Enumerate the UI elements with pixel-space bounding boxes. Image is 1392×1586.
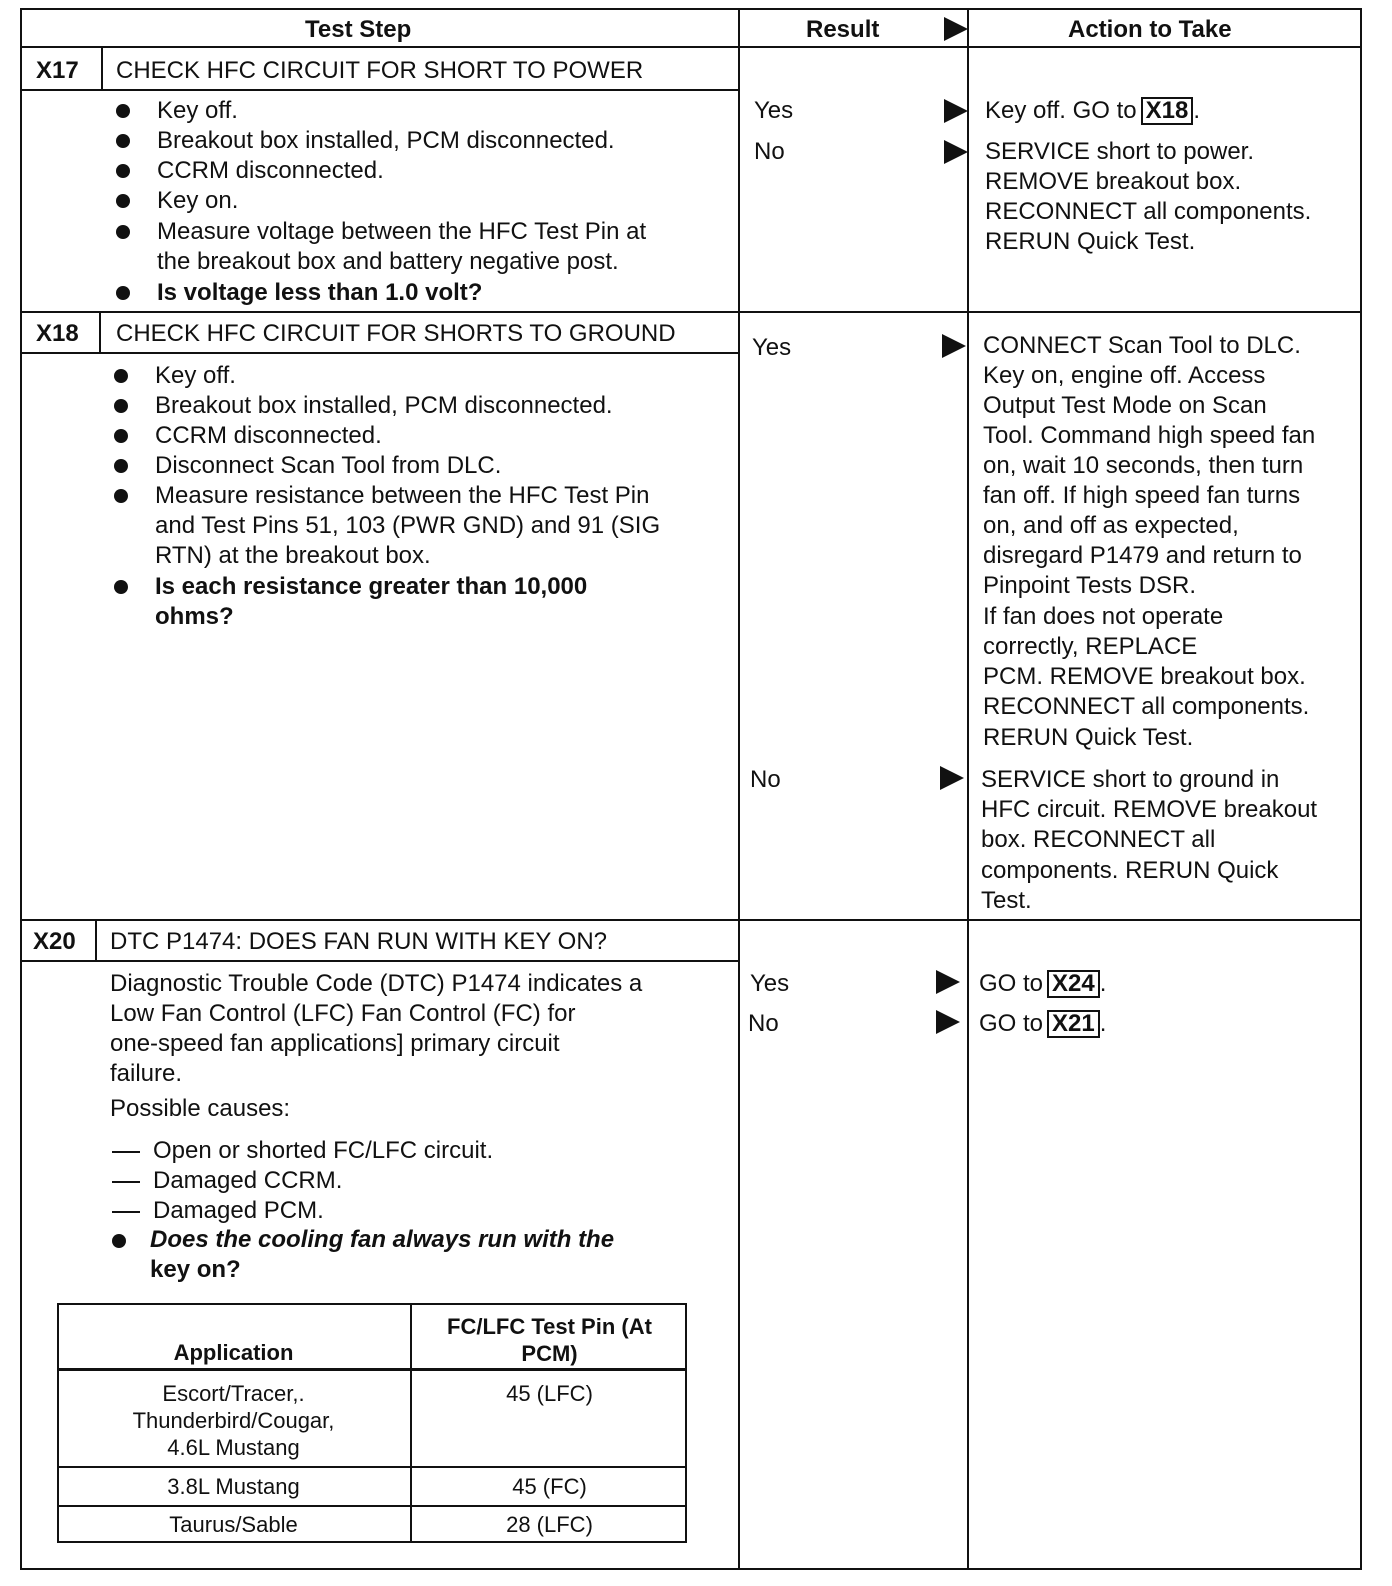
step-title-x17: CHECK HFC CIRCUIT FOR SHORT TO POWER <box>116 57 644 84</box>
x20-description: failure. <box>110 1060 183 1087</box>
action-text: GO to <box>979 970 1044 997</box>
x18-measure: and Test Pins 51, 103 (PWR GND) and 91 (SIG <box>155 512 661 539</box>
x18-yes-action: Pinpoint Tests DSR. <box>983 572 1196 599</box>
application-table-divider <box>57 1368 687 1371</box>
x18-step: Key off. <box>155 362 236 389</box>
x20-result-no: No <box>748 1010 779 1037</box>
x18-step: CCRM disconnected. <box>155 422 382 449</box>
x17-no-action: SERVICE short to power. <box>985 138 1255 165</box>
bullet-icon <box>116 225 130 239</box>
x18-yes-action: RERUN Quick Test. <box>983 724 1194 751</box>
title-divider <box>20 89 740 91</box>
x18-measure: RTN) at the breakout box. <box>155 542 431 569</box>
x18-question: ohms? <box>155 603 234 630</box>
application-table-divider <box>57 1505 687 1507</box>
x18-no-action: Test. <box>981 887 1032 914</box>
id-divider <box>95 921 97 961</box>
bullet-icon <box>116 134 130 148</box>
step-id-x17: X17 <box>36 57 79 84</box>
dash-icon <box>112 1211 140 1213</box>
x18-yes-action: correctly, REPLACE <box>983 633 1198 660</box>
goto-x18-link[interactable]: X18 <box>1141 97 1194 125</box>
header-divider <box>20 46 1362 48</box>
x18-yes-action: Key on, engine off. Access <box>983 362 1266 389</box>
action-text: GO to <box>979 1010 1044 1037</box>
x18-step: Breakout box installed, PCM disconnected. <box>155 392 613 419</box>
x18-no-action: SERVICE short to ground in <box>981 766 1280 793</box>
arrow-icon <box>942 334 966 358</box>
x18-yes-action: RECONNECT all components. <box>983 693 1310 720</box>
table-cell-app: 3.8L Mustang <box>167 1474 300 1499</box>
x18-result-yes: Yes <box>752 334 792 361</box>
x17-question: Is voltage less than 1.0 volt? <box>157 279 483 306</box>
dash-icon <box>112 1151 140 1153</box>
table-cell-pin: 45 (FC) <box>512 1474 587 1499</box>
x17-step: Breakout box installed, PCM disconnected. <box>157 127 615 154</box>
bullet-icon <box>114 429 128 443</box>
id-divider <box>101 48 103 90</box>
x17-no-action: RERUN Quick Test. <box>985 228 1196 255</box>
x18-step: Disconnect Scan Tool from DLC. <box>155 452 502 479</box>
x20-cause: Damaged CCRM. <box>153 1167 343 1194</box>
x20-question: key on? <box>150 1256 241 1283</box>
x17-step: Key on. <box>157 187 239 214</box>
bullet-icon <box>116 286 130 300</box>
x18-yes-action: Tool. Command high speed fan <box>983 422 1316 449</box>
x20-no-action: GO to X21 . <box>979 1010 1107 1037</box>
x20-cause: Damaged PCM. <box>153 1197 324 1224</box>
table-cell-pin: 45 (LFC) <box>506 1381 593 1406</box>
dash-icon <box>112 1181 140 1183</box>
goto-x21-link[interactable]: X21 <box>1047 1010 1100 1038</box>
bullet-icon <box>114 369 128 383</box>
arrow-icon <box>940 766 964 790</box>
x20-description: Low Fan Control (LFC) Fan Control (FC) for <box>110 1000 576 1027</box>
x18-yes-action: on, wait 10 seconds, then turn <box>983 452 1304 479</box>
id-divider <box>99 313 101 353</box>
x17-yes-action: Key off. GO to X18 . <box>985 97 1201 124</box>
bullet-icon <box>116 194 130 208</box>
bullet-icon <box>114 580 128 594</box>
step-id-x18: X18 <box>36 320 79 347</box>
row-divider <box>20 311 1362 313</box>
x18-yes-action: on, and off as expected, <box>983 512 1239 539</box>
bullet-icon <box>116 164 130 178</box>
x18-measure: Measure resistance between the HFC Test Pin <box>155 482 650 509</box>
x18-question: Is each resistance greater than 10,000 <box>155 573 588 600</box>
x20-possible-causes: Possible causes: <box>110 1095 291 1122</box>
x17-no-action: RECONNECT all components. <box>985 198 1312 225</box>
x17-step: Key off. <box>157 97 238 124</box>
header-action: Action to Take <box>1068 16 1232 43</box>
step-title-x18: CHECK HFC CIRCUIT FOR SHORTS TO GROUND <box>116 320 676 347</box>
x18-yes-action: PCM. REMOVE breakout box. <box>983 663 1306 690</box>
x18-no-action: box. RECONNECT all <box>981 826 1216 853</box>
header-arrow-icon <box>944 17 968 41</box>
x18-yes-action: Output Test Mode on Scan <box>983 392 1267 419</box>
header-test-step: Test Step <box>305 16 412 43</box>
table-cell-app: 4.6L Mustang <box>167 1435 300 1460</box>
x18-no-action: components. RERUN Quick <box>981 857 1279 884</box>
x18-yes-action: CONNECT Scan Tool to DLC. <box>983 332 1301 359</box>
arrow-icon <box>936 1010 960 1034</box>
bullet-icon <box>114 489 128 503</box>
action-text: Key off. GO to <box>985 97 1137 124</box>
table-col-application: Application <box>173 1340 294 1365</box>
application-table <box>57 1303 687 1571</box>
step-id-x20: X20 <box>33 928 76 955</box>
x18-result-no: No <box>750 766 781 793</box>
x17-no-action: REMOVE breakout box. <box>985 168 1242 195</box>
x17-step: CCRM disconnected. <box>157 157 384 184</box>
bullet-icon <box>114 459 128 473</box>
title-divider <box>20 960 740 962</box>
x20-description: one-speed fan applications] primary circuit <box>110 1030 560 1057</box>
x17-result-yes: Yes <box>754 97 794 124</box>
goto-x24-link[interactable]: X24 <box>1047 970 1100 998</box>
x20-question: Does the cooling fan always run with the <box>150 1226 615 1253</box>
x18-yes-action: fan off. If high speed fan turns <box>983 482 1301 509</box>
x17-measure: the breakout box and battery negative post. <box>157 248 619 275</box>
x20-yes-action: GO to X24 . <box>979 970 1107 997</box>
title-divider <box>20 352 740 354</box>
x17-measure: Measure voltage between the HFC Test Pin at <box>157 218 647 245</box>
table-cell-app: Taurus/Sable <box>169 1512 298 1537</box>
bullet-icon <box>116 104 130 118</box>
x20-result-yes: Yes <box>750 970 790 997</box>
arrow-icon <box>944 140 968 164</box>
row-divider <box>20 919 1362 921</box>
header-result: Result <box>806 16 880 43</box>
bullet-icon <box>112 1234 126 1248</box>
table-col-test-pin: FC/LFC Test Pin (At <box>447 1314 652 1339</box>
x18-yes-action: If fan does not operate <box>983 603 1224 630</box>
application-table-divider <box>57 1466 687 1468</box>
x18-no-action: HFC circuit. REMOVE breakout <box>981 796 1318 823</box>
table-col-test-pin: PCM) <box>521 1341 578 1366</box>
x18-yes-action: disregard P1479 and return to <box>983 542 1302 569</box>
column-divider <box>738 8 740 1570</box>
x20-cause: Open or shorted FC/LFC circuit. <box>153 1137 494 1164</box>
table-cell-pin: 28 (LFC) <box>506 1512 593 1537</box>
arrow-icon <box>936 970 960 994</box>
table-cell-app: Thunderbird/Cougar, <box>132 1408 335 1433</box>
x17-result-no: No <box>754 138 785 165</box>
table-cell-app: Escort/Tracer,. <box>162 1381 305 1406</box>
step-title-x20: DTC P1474: DOES FAN RUN WITH KEY ON? <box>110 928 608 955</box>
x20-description: Diagnostic Trouble Code (DTC) P1474 indicates a <box>110 970 643 997</box>
column-divider <box>967 8 969 1570</box>
arrow-icon <box>944 99 968 123</box>
bullet-icon <box>114 399 128 413</box>
